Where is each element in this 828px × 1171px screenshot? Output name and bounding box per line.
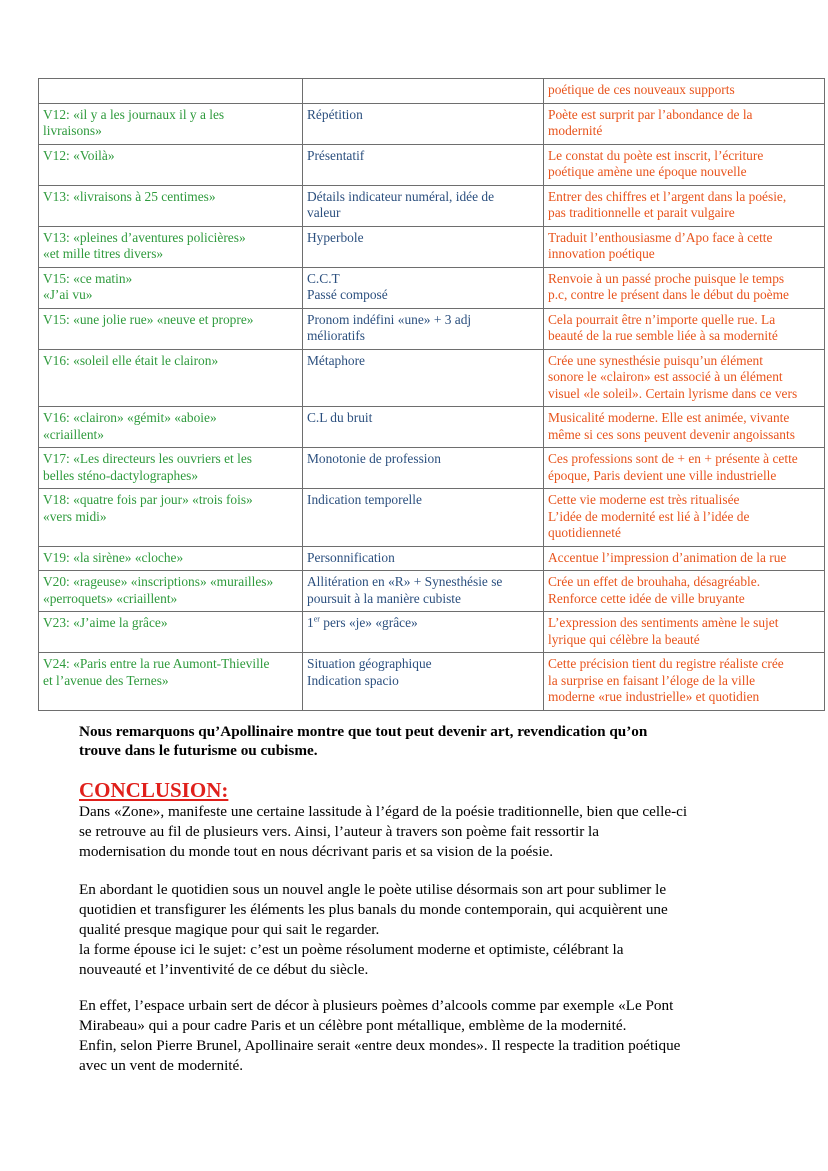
table-row <box>39 103 825 144</box>
figure-of-speech-cell <box>303 79 544 104</box>
verse-reference-cell <box>39 103 303 144</box>
cell-text: sonore le «clairon» est associé à un élément <box>548 369 783 384</box>
cell-text: belles sténo-dactylographes» <box>43 467 199 483</box>
cell-text: V23: «J’aime la grâce» <box>43 615 168 630</box>
cell-text: «perroquets» «criaillent» <box>43 590 178 606</box>
cell-text: Traduit l’enthousiasme d’Apo face à cette <box>548 229 773 245</box>
cell-text: quotidienneté <box>548 525 621 540</box>
verse-reference-cell <box>39 448 303 489</box>
cell-text: poétique amène une époque nouvelle <box>548 164 747 179</box>
figure-of-speech-cell <box>303 185 544 226</box>
cell-text: lyrique qui célèbre la beauté <box>548 631 700 647</box>
cell-text: Poète est surprit par l’abondance de la <box>548 106 753 122</box>
verse-reference-cell <box>39 79 303 104</box>
text-line: Mirabeau» qui a pour cadre Paris et un célèbre pont métallique, emblème de la modernité. <box>79 1017 627 1034</box>
text-line: avec un vent de modernité. <box>79 1057 244 1074</box>
verse-reference-cell <box>39 349 303 407</box>
interpretation-cell <box>544 226 825 267</box>
interpretation-cell <box>544 546 825 571</box>
analysis-table <box>38 78 825 711</box>
cell-text: Passé composé <box>307 287 388 302</box>
cell-text: V15: «ce matin» <box>43 270 133 286</box>
table-body <box>39 79 825 711</box>
cell-text: Détails indicateur numéral, idée de <box>307 188 495 204</box>
figure-of-speech-cell <box>303 103 544 144</box>
table-row <box>39 144 825 185</box>
cell-text: «criaillent» <box>43 426 104 442</box>
figure-of-speech-cell <box>303 448 544 489</box>
table-row <box>39 308 825 349</box>
verse-reference-cell <box>39 489 303 547</box>
table-row <box>39 267 825 308</box>
cell-text: mélioratifs <box>307 328 366 343</box>
cell-text: poétique de ces nouveaux supports <box>548 82 735 97</box>
text-line: Enfin, selon Pierre Brunel, Apollinaire serait «entre deux mondes». Il respecte la tradition poétique <box>79 1037 681 1054</box>
interpretation-cell <box>544 267 825 308</box>
cell-text: beauté de la rue semble liée à sa modernité <box>548 328 778 343</box>
cell-text: «vers midi» <box>43 508 107 524</box>
cell-text: poursuit à la manière cubiste <box>307 590 461 606</box>
cell-text <box>307 615 539 632</box>
conclusion-paragraph-1 <box>79 802 779 862</box>
conclusion-paragraph-2 <box>79 880 779 980</box>
text-line: la forme épouse ici le sujet: c’est un poème résolument moderne et optimiste, célébrant la <box>79 941 624 958</box>
cell-text: Allitération en «R» + Synesthésie se <box>307 574 503 589</box>
cell-text: V12: «Voilà» <box>43 147 115 163</box>
cell-text: Renvoie à un passé proche puisque le temps <box>548 270 785 286</box>
cell-text: V24: «Paris entre la rue Aumont-Thieville <box>43 656 270 671</box>
cell-text: et l’avenue des Ternes» <box>43 672 169 688</box>
cell-text: visuel «le soleil». Certain lyrisme dans ce vers <box>548 385 798 401</box>
cell-text: livraisons» <box>43 123 102 138</box>
cell-text: L’expression des sentiments amène le sujet <box>548 615 779 630</box>
cell-text: Métaphore <box>307 352 366 368</box>
text-line: En abordant le quotidien sous un nouvel angle le poète utilise désormais son art pour sublimer le <box>79 881 667 898</box>
remark-line: trouve dans le futurisme ou cubisme. <box>79 742 318 759</box>
table-row <box>39 407 825 448</box>
verse-reference-cell <box>39 407 303 448</box>
cell-text: Entrer des chiffres et l’argent dans la poésie, <box>548 188 787 204</box>
interpretation-cell <box>544 407 825 448</box>
text-line: quotidien et transfigurer les éléments les plus banals du monde contemporain, qui acquièrent une <box>79 901 668 918</box>
interpretation-cell <box>544 103 825 144</box>
cell-text: époque, Paris devient une ville industrielle <box>548 467 777 483</box>
cell-text: Présentatif <box>307 147 365 163</box>
figure-of-speech-cell <box>303 349 544 407</box>
cell-text: Répétition <box>307 106 363 122</box>
interpretation-cell <box>544 144 825 185</box>
cell-text: modernité <box>548 123 603 138</box>
cell-text: Crée une synesthésie puisqu’un élément <box>548 352 763 368</box>
cell-text: V16: «soleil elle était le clairon» <box>43 352 219 368</box>
interpretation-cell <box>544 79 825 104</box>
cell-text: Renforce cette idée de ville bruyante <box>548 590 745 606</box>
table-row <box>39 489 825 547</box>
interpretation-cell <box>544 448 825 489</box>
cell-text: Cela pourrait être n’importe quelle rue. La <box>548 311 776 327</box>
cell-text: Crée un effet de brouhaha, désagréable. <box>548 574 761 589</box>
verse-reference-cell <box>39 571 303 612</box>
table-row <box>39 653 825 711</box>
cell-text: C.C.T <box>307 270 340 286</box>
cell-text: V16: «clairon» «gémit» «aboie» <box>43 410 217 425</box>
cell-text: V17: «Les directeurs les ouvriers et les <box>43 451 252 466</box>
verse-reference-cell <box>39 653 303 711</box>
cell-text: V12: «il y a les journaux il y a les <box>43 106 225 122</box>
interpretation-cell <box>544 653 825 711</box>
cell-text: Indication temporelle <box>307 492 422 507</box>
cell-text: Musicalité moderne. Elle est animée, vivante <box>548 410 790 425</box>
table-row <box>39 546 825 571</box>
cell-text: la surprise en faisant l’éloge de la ville <box>548 672 756 688</box>
figure-of-speech-cell <box>303 612 544 653</box>
text-line: modernisation du monde tout en nous décrivant paris et sa vision de la poésie. <box>79 843 554 860</box>
cell-text: V13: «livraisons à 25 centimes» <box>43 188 216 204</box>
interpretation-cell <box>544 308 825 349</box>
cell-text: V13: «pleines d’aventures policières» <box>43 229 246 245</box>
interpretation-cell <box>544 349 825 407</box>
interpretation-cell <box>544 489 825 547</box>
figure-of-speech-cell <box>303 489 544 547</box>
figure-of-speech-cell <box>303 546 544 571</box>
figure-of-speech-cell <box>303 144 544 185</box>
cell-text: Personnification <box>307 549 395 565</box>
cell-text: p.c, contre le présent dans le début du poème <box>548 287 789 302</box>
table-row <box>39 612 825 653</box>
cell-text: Cette précision tient du registre réaliste crée <box>548 656 784 671</box>
cell-text: C.L du bruit <box>307 410 373 425</box>
cell-text: Situation géographique <box>307 656 432 671</box>
cell-text: V18: «quatre fois par jour» «trois fois» <box>43 492 253 507</box>
text-line: Dans «Zone», manifeste une certaine lassitude à l’égard de la poésie traditionnelle, bien que celle-ci <box>79 803 688 820</box>
cell-text: V15: «une jolie rue» «neuve et propre» <box>43 311 254 327</box>
remark-paragraph <box>79 722 759 760</box>
figure-of-speech-cell <box>303 407 544 448</box>
text-line: nouveauté et l’inventivité de ce début du siècle. <box>79 961 369 978</box>
cell-text: Monotonie de profession <box>307 451 441 466</box>
cell-text: «J’ai vu» <box>43 287 93 302</box>
verse-reference-cell <box>39 185 303 226</box>
table-row <box>39 185 825 226</box>
cell-text: pas traditionnelle et parait vulgaire <box>548 205 735 220</box>
verse-reference-cell <box>39 546 303 571</box>
text-line: qualité presque magique pour qui sait le regarder. <box>79 921 380 938</box>
cell-text: moderne «rue industrielle» et quotidien <box>548 689 760 704</box>
cell-text: Cette vie moderne est très ritualisée <box>548 492 740 507</box>
cell-text: V20: «rageuse» «inscriptions» «murailles» <box>43 574 274 589</box>
table-row <box>39 349 825 407</box>
figure-of-speech-cell <box>303 308 544 349</box>
cell-text: Indication spacio <box>307 672 399 688</box>
ordinal-suffix: er <box>313 614 320 624</box>
cell-text: Ces professions sont de + en + présente à cette <box>548 451 798 466</box>
interpretation-cell <box>544 612 825 653</box>
verse-reference-cell <box>39 612 303 653</box>
conclusion-paragraph-3 <box>79 996 779 1076</box>
verse-reference-cell <box>39 267 303 308</box>
cell-text: Accentue l’impression d’animation de la rue <box>548 549 787 565</box>
cell-text: «et mille titres divers» <box>43 246 164 261</box>
figure-of-speech-cell <box>303 267 544 308</box>
cell-text: Le constat du poète est inscrit, l’écriture <box>548 147 764 163</box>
figure-of-speech-cell <box>303 226 544 267</box>
cell-text: innovation poétique <box>548 246 655 261</box>
verse-reference-cell <box>39 226 303 267</box>
table-row <box>39 448 825 489</box>
interpretation-cell <box>544 571 825 612</box>
table-row <box>39 571 825 612</box>
text-line: En effet, l’espace urbain sert de décor à plusieurs poèmes d’alcools comme par exemple «Le Pont <box>79 997 674 1014</box>
figure-of-speech-cell <box>303 653 544 711</box>
cell-text: Hyperbole <box>307 229 364 245</box>
text-line: se retrouve au fil de plusieurs vers. Ainsi, l’auteur à travers son poème fait ressortir la <box>79 823 600 840</box>
cell-text: V19: «la sirène» «cloche» <box>43 549 184 565</box>
verse-reference-cell <box>39 144 303 185</box>
conclusion-heading: CONCLUSION: <box>79 778 229 802</box>
figure-of-speech-cell <box>303 571 544 612</box>
cell-text: même si ces sons peuvent devenir angoissants <box>548 426 795 442</box>
verse-reference-cell <box>39 308 303 349</box>
remark-line: Nous remarquons qu’Apollinaire montre que tout peut devenir art, revendication qu’on <box>79 723 648 740</box>
cell-text: L’idée de modernité est lié à l’idée de <box>548 508 750 524</box>
ordinal-number: 1 <box>307 615 314 630</box>
interpretation-cell <box>544 185 825 226</box>
cell-text-rest: pers «je» «grâce» <box>323 615 418 630</box>
cell-text: Pronom indéfini «une» + 3 adj <box>307 311 472 327</box>
cell-text: valeur <box>307 205 341 220</box>
table-row <box>39 79 825 104</box>
table-row <box>39 226 825 267</box>
